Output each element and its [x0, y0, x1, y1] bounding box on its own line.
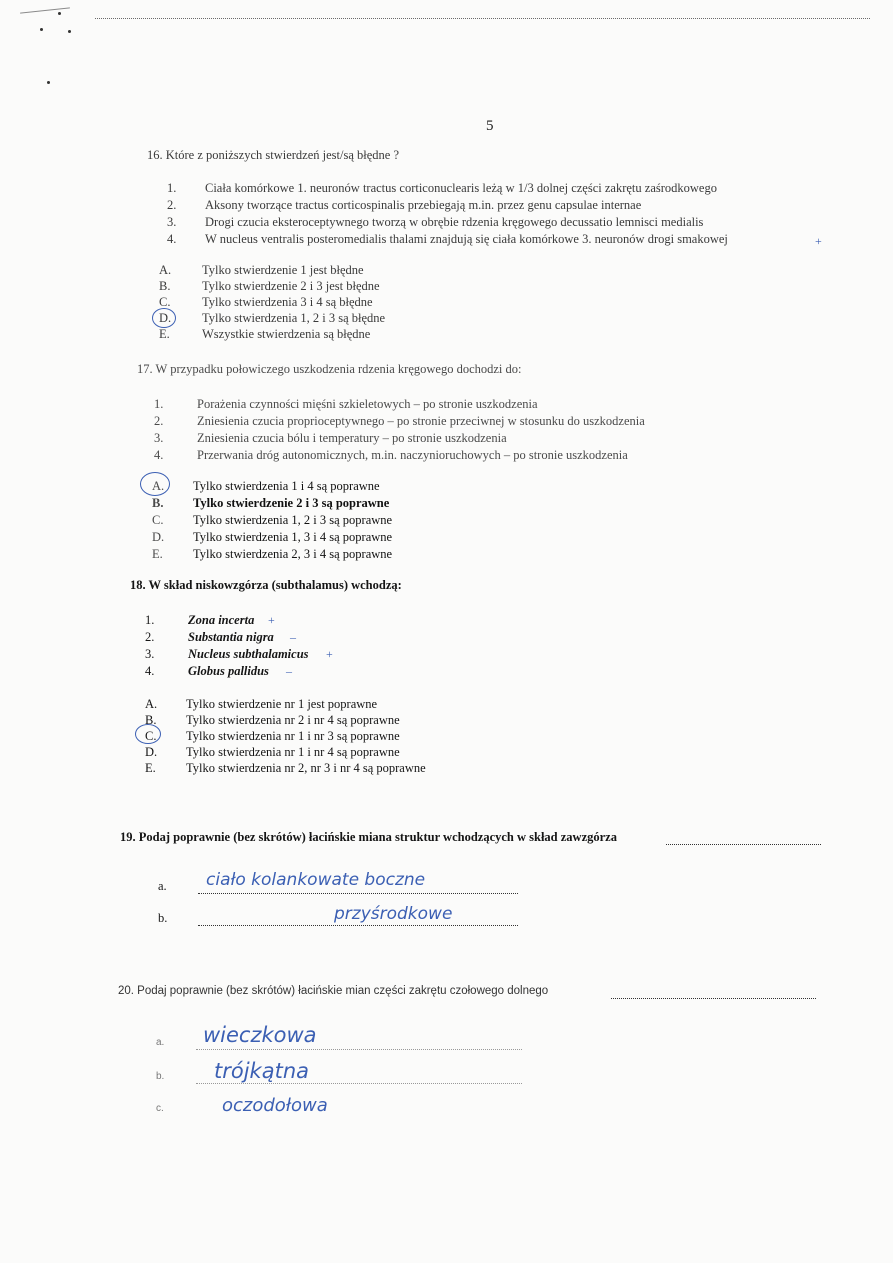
scan-artifact-stroke: [20, 7, 70, 13]
question-16-stem: 16. Które z poniższych stwierdzeń jest/są błędne ?: [147, 148, 399, 162]
option-letter: D.: [159, 311, 172, 325]
question-18-stem: 18. W skład niskowzgórza (subthalamus) wchodzą:: [130, 578, 402, 592]
option-text: Tylko stwierdzenie 2 i 3 jest błędne: [202, 279, 380, 293]
scan-speck: [47, 81, 50, 84]
handwritten-answer: oczodołowa: [222, 1095, 328, 1116]
option-text: Tylko stwierdzenia nr 2 i nr 4 są poprawne: [186, 713, 400, 727]
option-letter: D.: [152, 530, 165, 544]
option-text: Tylko stwierdzenia 1, 3 i 4 są poprawne: [193, 530, 393, 544]
option-text: Tylko stwierdzenia nr 1 i nr 3 są poprawne: [186, 729, 400, 743]
option-letter: E.: [159, 327, 170, 341]
option-text: Tylko stwierdzenia 1, 2 i 3 są błędne: [202, 311, 386, 325]
selected-answer-circle: [140, 472, 170, 496]
option-text: Tylko stwierdzenia 1 i 4 są poprawne: [193, 479, 380, 493]
option-text: Tylko stwierdzenia 3 i 4 są błędne: [202, 295, 373, 309]
answer-line: [196, 1083, 522, 1084]
statement-number: 4.: [145, 664, 155, 678]
selected-answer-circle: [135, 724, 161, 744]
statement-text: Zniesienia czucia proprioceptywnego – po stronie przeciwnej w stosunku do uszkodzenia: [197, 414, 645, 428]
statement-number: 4.: [167, 232, 177, 246]
answer-line: [611, 998, 816, 999]
option-letter: B.: [159, 279, 171, 293]
handwritten-mark: +: [268, 613, 275, 627]
statement-text: Zona incerta: [188, 613, 255, 627]
statement-number: 3.: [167, 215, 177, 229]
scan-artifact-line: [95, 18, 870, 19]
question-20-stem: 20. Podaj poprawnie (bez skrótów) łacińskie mian części zakrętu czołowego dolnego: [118, 985, 549, 997]
scan-speck: [68, 30, 71, 33]
answer-line: [198, 893, 518, 894]
selected-answer-circle: [152, 308, 176, 328]
option-letter: C.: [145, 729, 157, 743]
option-letter: C.: [159, 295, 171, 309]
handwritten-answer: przyśrodkowe: [334, 904, 453, 924]
option-letter: A.: [152, 479, 165, 493]
statement-text: W nucleus ventralis posteromedialis thalami znajdują się ciała komórkowe 3. neuronów drogi smakowej: [205, 232, 728, 246]
statement-number: 4.: [154, 448, 164, 462]
handwritten-mark: –: [290, 630, 296, 644]
option-letter: B.: [152, 496, 164, 510]
handwritten-answer: ciało kolankowate boczne: [206, 870, 426, 890]
option-letter: B.: [145, 713, 157, 727]
item-letter: b.: [158, 911, 168, 925]
statement-text: Substantia nigra: [188, 630, 274, 644]
statement-text: Zniesienia czucia bólu i temperatury – po stronie uszkodzenia: [197, 431, 507, 445]
option-text: Tylko stwierdzenia nr 2, nr 3 i nr 4 są poprawne: [186, 761, 426, 775]
statement-number: 2.: [145, 630, 155, 644]
option-letter: A.: [159, 263, 172, 277]
handwritten-mark: +: [815, 234, 822, 248]
question-17-stem: 17. W przypadku połowiczego uszkodzenia rdzenia kręgowego dochodzi do:: [137, 362, 522, 376]
statement-number: 3.: [154, 431, 164, 445]
statement-number: 1.: [167, 181, 177, 195]
option-text: Wszystkie stwierdzenia są błędne: [202, 327, 371, 341]
statement-text: Ciała komórkowe 1. neuronów tractus corticonuclearis leżą w 1/3 dolnej części zakrętu zaśrodkowego: [205, 181, 717, 195]
statement-text: Przerwania dróg autonomicznych, m.in. naczynioruchowych – po stronie uszkodzenia: [197, 448, 628, 462]
statement-text: Globus pallidus: [188, 664, 269, 678]
handwritten-answer: wieczkowa: [203, 1023, 317, 1047]
statement-text: Drogi czucia eksteroceptywnego tworzą w obrębie rdzenia kręgowego decussatio lemnisci medialis: [205, 215, 704, 229]
statement-text: Nucleus subthalamicus: [188, 647, 309, 661]
statement-text: Porażenia czynności mięśni szkieletowych – po stronie uszkodzenia: [197, 397, 538, 411]
handwritten-mark: +: [326, 647, 333, 661]
statement-number: 2.: [167, 198, 177, 212]
statement-number: 1.: [145, 613, 155, 627]
page-number: 5: [486, 118, 494, 134]
option-text: Tylko stwierdzenia 2, 3 i 4 są poprawne: [193, 547, 393, 561]
scan-speck: [58, 12, 61, 15]
option-text: Tylko stwierdzenia 1, 2 i 3 są poprawne: [193, 513, 393, 527]
option-text: Tylko stwierdzenie 1 jest błędne: [202, 263, 364, 277]
option-letter: C.: [152, 513, 164, 527]
statement-number: 3.: [145, 647, 155, 661]
statement-text: Aksony tworzące tractus corticospinalis przebiegają m.in. przez genu capsulae internae: [205, 198, 642, 212]
handwritten-answer: trójkątna: [214, 1059, 309, 1083]
option-text: Tylko stwierdzenie 2 i 3 są poprawne: [193, 496, 390, 510]
option-text: Tylko stwierdzenie nr 1 jest poprawne: [186, 697, 378, 711]
item-letter: b.: [156, 1071, 165, 1082]
answer-line: [196, 1049, 522, 1050]
answer-line: [666, 844, 821, 845]
option-letter: D.: [145, 745, 158, 759]
statement-number: 2.: [154, 414, 164, 428]
option-letter: A.: [145, 697, 158, 711]
handwritten-mark: –: [286, 664, 292, 678]
answer-line: [198, 925, 518, 926]
statement-number: 1.: [154, 397, 164, 411]
item-letter: a.: [156, 1037, 165, 1048]
item-letter: a.: [158, 879, 167, 893]
option-text: Tylko stwierdzenia nr 1 i nr 4 są poprawne: [186, 745, 400, 759]
question-19-stem: 19. Podaj poprawnie (bez skrótów) łacińskie miana struktur wchodzących w skład zawzgórza: [120, 830, 617, 844]
scan-speck: [40, 28, 43, 31]
option-letter: E.: [152, 547, 163, 561]
option-letter: E.: [145, 761, 156, 775]
item-letter: c.: [156, 1103, 164, 1114]
